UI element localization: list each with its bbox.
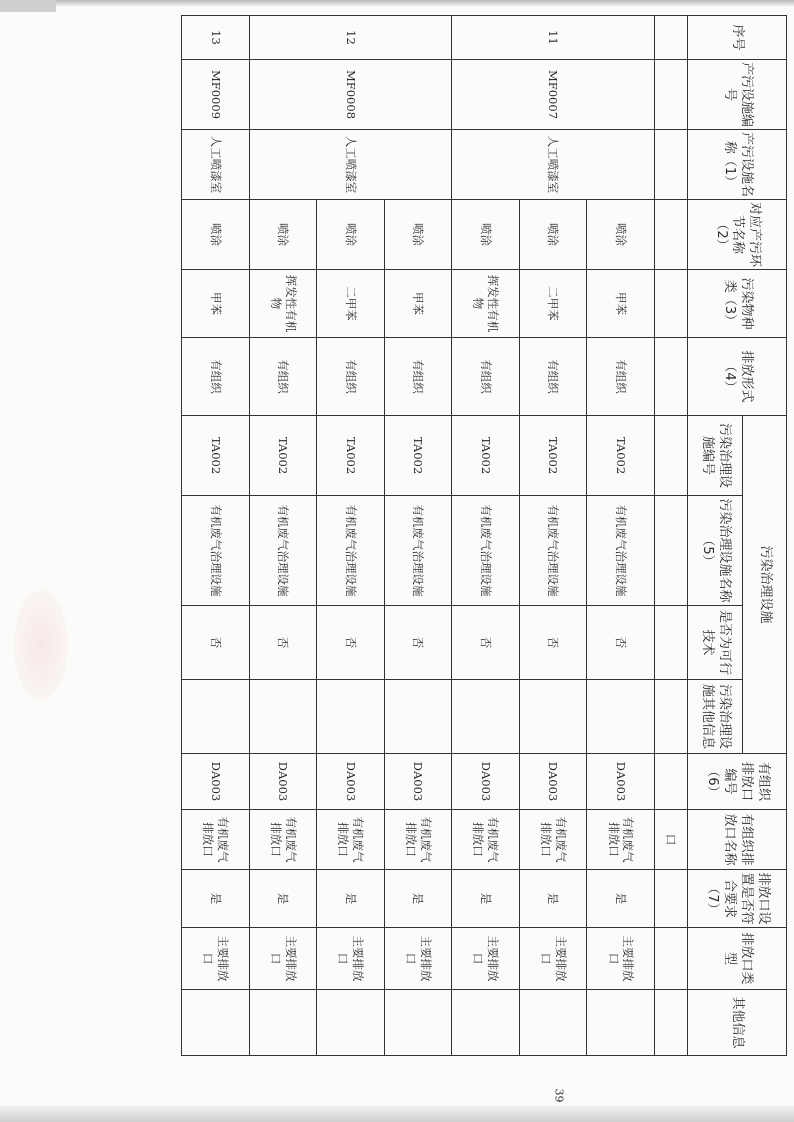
cell-outlet-id: DA003 xyxy=(519,754,587,810)
cell-treatment-other xyxy=(519,680,587,754)
cell-other xyxy=(182,990,250,1056)
cell-emission-form: 有组织 xyxy=(317,338,385,416)
empty-cell xyxy=(654,416,687,496)
table-row xyxy=(182,16,250,1056)
empty-cell xyxy=(654,60,687,130)
cell-outlet-type: 主要排放口 xyxy=(384,928,452,990)
cell-treatment-name: 有机废气治理设施 xyxy=(587,496,655,606)
cell-outlet-id: DA003 xyxy=(317,754,385,810)
cell-pollutant: 甲苯 xyxy=(182,270,250,338)
header-process: 对应产污环节名称（2） xyxy=(688,200,787,270)
cell-outlet-type: 主要排放口 xyxy=(182,928,250,990)
cell-outlet-name: 有机废气排放口 xyxy=(384,810,452,870)
empty-cell xyxy=(654,16,687,60)
cell-feasible: 否 xyxy=(182,606,250,680)
cell-outlet-name: 有机废气排放口 xyxy=(587,810,655,870)
cell-emission-form: 有组织 xyxy=(587,338,655,416)
cell-other xyxy=(317,990,385,1056)
cell-facility-id: MF0008 xyxy=(249,60,452,130)
cell-treatment-name: 有机废气治理设施 xyxy=(519,496,587,606)
cell-treatment-name: 有机废气治理设施 xyxy=(182,496,250,606)
cell-outlet-name: 有机废气排放口 xyxy=(519,810,587,870)
pollution-facility-table xyxy=(181,15,787,1056)
cell-emission-form: 有组织 xyxy=(519,338,587,416)
cell-process: 喷涂 xyxy=(317,200,385,270)
cell-treatment-id: TA002 xyxy=(249,416,317,496)
scan-edge-top xyxy=(0,0,794,6)
cell-pollutant: 二甲苯 xyxy=(317,270,385,338)
cell-facility-id: MF0009 xyxy=(182,60,250,130)
cell-treatment-other xyxy=(182,680,250,754)
cell-outlet-name: 有机废气排放口 xyxy=(249,810,317,870)
cell-outlet-ok: 是 xyxy=(452,870,520,928)
cell-treatment-other xyxy=(249,680,317,754)
header-other: 其他信息 xyxy=(688,990,787,1056)
table-header xyxy=(688,16,787,1056)
cell-treatment-other xyxy=(384,680,452,754)
cell-treatment-name: 有机废气治理设施 xyxy=(317,496,385,606)
header-treatment-name: 污染治理设施名称（5） xyxy=(688,496,743,606)
table-row xyxy=(384,16,452,1056)
cell-other xyxy=(587,990,655,1056)
cell-feasible: 否 xyxy=(452,606,520,680)
cell-feasible: 否 xyxy=(587,606,655,680)
cell-facility-name: 人工喷漆室 xyxy=(452,130,655,200)
cell-process: 喷涂 xyxy=(182,200,250,270)
cell-treatment-name: 有机废气治理设施 xyxy=(384,496,452,606)
cell-treatment-id: TA002 xyxy=(519,416,587,496)
empty-cell xyxy=(654,496,687,606)
header-feasible: 是否为可行技术 xyxy=(688,606,743,680)
cell-facility-name: 人工喷漆室 xyxy=(249,130,452,200)
cell-pollutant: 甲苯 xyxy=(587,270,655,338)
header-emission-form: 排放形式（4） xyxy=(688,338,787,416)
cell-outlet-id: DA003 xyxy=(452,754,520,810)
empty-cell xyxy=(654,990,687,1056)
cell-treatment-name: 有机废气治理设施 xyxy=(452,496,520,606)
cell-outlet-type: 主要排放口 xyxy=(249,928,317,990)
cell-treatment-other xyxy=(452,680,520,754)
cell-outlet-ok: 是 xyxy=(519,870,587,928)
cell-outlet-ok: 是 xyxy=(384,870,452,928)
cell-outlet-name: 口 xyxy=(654,810,687,870)
cell-facility-name: 人工喷漆室 xyxy=(182,130,250,200)
cell-other xyxy=(452,990,520,1056)
rotated-table-container xyxy=(181,15,787,1049)
cell-treatment-other xyxy=(587,680,655,754)
cell-feasible: 否 xyxy=(519,606,587,680)
empty-cell xyxy=(654,606,687,680)
header-outlet-name: 有组织排放口名称 xyxy=(688,810,787,870)
empty-cell xyxy=(654,130,687,200)
empty-cell xyxy=(654,270,687,338)
cell-outlet-type: 主要排放口 xyxy=(452,928,520,990)
scan-edge-bottom xyxy=(0,1106,794,1122)
scan-tab-mark xyxy=(0,0,56,12)
table-row-continued xyxy=(654,16,687,1056)
cell-other xyxy=(249,990,317,1056)
cell-process: 喷涂 xyxy=(249,200,317,270)
page-number-text: 39 xyxy=(552,1088,566,1102)
cell-outlet-ok: 是 xyxy=(249,870,317,928)
table-body xyxy=(182,16,688,1056)
faded-stamp xyxy=(14,590,68,700)
cell-outlet-id: DA003 xyxy=(384,754,452,810)
cell-outlet-id: DA003 xyxy=(182,754,250,810)
empty-cell xyxy=(654,870,687,928)
header-facility-id: 产污设施编号 xyxy=(688,60,787,130)
cell-treatment-id: TA002 xyxy=(587,416,655,496)
cell-emission-form: 有组织 xyxy=(452,338,520,416)
cell-outlet-name: 有机废气排放口 xyxy=(452,810,520,870)
cell-process: 喷涂 xyxy=(587,200,655,270)
header-treatment-other: 污染治理设施其他信息 xyxy=(688,680,743,754)
cell-seq: 12 xyxy=(249,16,452,60)
header-facility-name: 产污设施名称（1） xyxy=(688,130,787,200)
header-outlet-id: 有组织排放口编号（6） xyxy=(688,754,787,810)
table-row xyxy=(587,16,655,1056)
cell-seq: 11 xyxy=(452,16,655,60)
cell-feasible: 否 xyxy=(317,606,385,680)
header-treatment-group: 污染治理设施 xyxy=(743,416,787,754)
cell-pollutant: 甲苯 xyxy=(384,270,452,338)
cell-process: 喷涂 xyxy=(452,200,520,270)
header-outlet-ok: 排放口设置是否符合要求（7） xyxy=(688,870,787,928)
cell-outlet-ok: 是 xyxy=(587,870,655,928)
empty-cell xyxy=(654,338,687,416)
empty-cell xyxy=(654,200,687,270)
cell-other xyxy=(384,990,452,1056)
header-seq: 序号 xyxy=(688,16,787,60)
cell-process: 喷涂 xyxy=(384,200,452,270)
header-treatment-id: 污染治理设施编号 xyxy=(688,416,743,496)
cell-outlet-type: 主要排放口 xyxy=(519,928,587,990)
cell-outlet-type: 主要排放口 xyxy=(587,928,655,990)
cell-outlet-id: DA003 xyxy=(587,754,655,810)
cell-pollutant: 挥发性有机物 xyxy=(249,270,317,338)
cell-outlet-name: 有机废气排放口 xyxy=(317,810,385,870)
cell-process: 喷涂 xyxy=(519,200,587,270)
cell-other xyxy=(519,990,587,1056)
empty-cell xyxy=(654,754,687,810)
cell-pollutant: 挥发性有机物 xyxy=(452,270,520,338)
cell-feasible: 否 xyxy=(384,606,452,680)
header-outlet-type: 排放口类型 xyxy=(688,928,787,990)
cell-outlet-ok: 是 xyxy=(182,870,250,928)
empty-cell xyxy=(654,680,687,754)
cell-feasible: 否 xyxy=(249,606,317,680)
cell-treatment-name: 有机废气治理设施 xyxy=(249,496,317,606)
cell-treatment-id: TA002 xyxy=(182,416,250,496)
cell-outlet-id: DA003 xyxy=(249,754,317,810)
cell-outlet-name: 有机废气排放口 xyxy=(182,810,250,870)
cell-seq: 13 xyxy=(182,16,250,60)
cell-facility-id: MF0007 xyxy=(452,60,655,130)
cell-treatment-id: TA002 xyxy=(452,416,520,496)
empty-cell xyxy=(654,928,687,990)
cell-emission-form: 有组织 xyxy=(182,338,250,416)
cell-emission-form: 有组织 xyxy=(249,338,317,416)
cell-treatment-id: TA002 xyxy=(317,416,385,496)
header-pollutant: 污染物种类（3） xyxy=(688,270,787,338)
cell-treatment-other xyxy=(317,680,385,754)
cell-outlet-ok: 是 xyxy=(317,870,385,928)
cell-pollutant: 二甲苯 xyxy=(519,270,587,338)
cell-treatment-id: TA002 xyxy=(384,416,452,496)
cell-emission-form: 有组织 xyxy=(384,338,452,416)
cell-outlet-type: 主要排放口 xyxy=(317,928,385,990)
